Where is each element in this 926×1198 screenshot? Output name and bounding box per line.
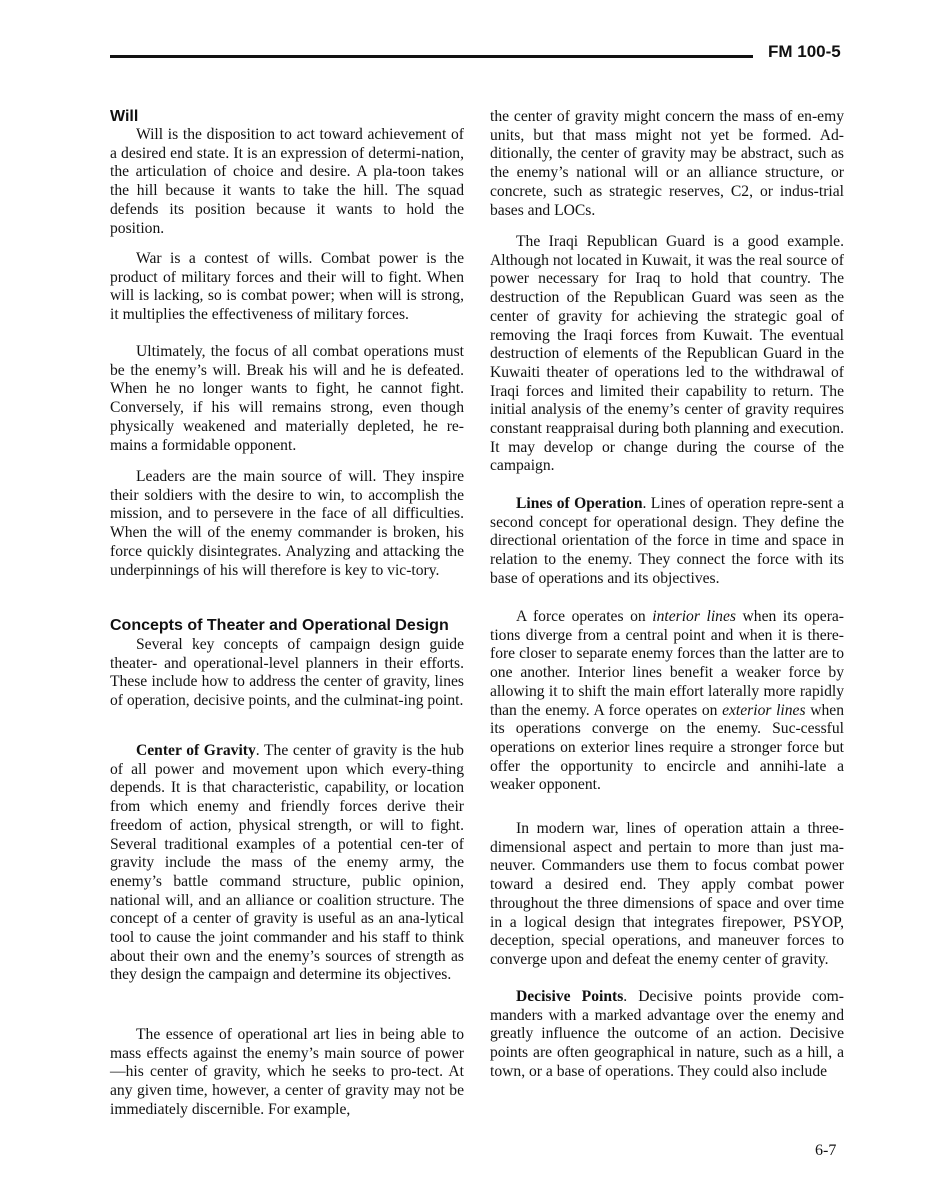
run-in-heading: Center of Gravity xyxy=(136,742,256,759)
paragraph: the center of gravity might concern the mass of en-emy units, but that mass might not yet be formed. Ad-ditionally, the center of gravity may be abstract, such as the enemy’s national will or an alliance structure, or concrete, such as strategic reserves, C2, or indus-trial bases and LOCs. xyxy=(490,108,844,219)
term-exterior-lines: exterior lines xyxy=(722,701,806,719)
paragraph-interior-lines xyxy=(490,608,844,795)
paragraph: Will is the disposition to act toward achievement of a desired end state. It is an expression of determi-nation, the articulation of choice and desire. A pla-toon takes the hill because it wants to take the hill. The squad defends its position because it wants to hold the position. xyxy=(110,126,464,237)
text: when its operations converge on the enemy. Suc-cessful operations on exterior lines require a stronger force but offer the opportunity to encircle and annihi-late a weaker opponent. xyxy=(490,701,844,794)
paragraph-decisive-points xyxy=(490,988,844,1082)
paragraph: The Iraqi Republican Guard is a good example. Although not located in Kuwait, it was the real source of power necessary for Iraq to hold that country. The destruction of the Republican Guard was seen as the center of gravity for achieving the strategic goal of removing the Iraqi forces from Kuwait. The eventual destruction of elements of the Republican Guard in the Kuwaiti theater of operations led to the withdrawal of Iraqi forces and limited their capability to return. The initial analysis of the enemy’s center of gravity requires constant reappraisal during both planning and execution. It may develop or change during the course of the campaign. xyxy=(490,233,844,475)
paragraph-center-of-gravity xyxy=(110,742,464,985)
header-rule xyxy=(110,55,753,58)
document-id: FM 100-5 xyxy=(768,42,841,61)
text: when its opera-tions diverge from a central point and when it is there-fore closer to separate enemy forces than the latter are to one another. Interior lines benefit a weaker force by allowing it to shift the main effort laterally more rapidly than the enemy. A force operates on xyxy=(490,608,845,719)
term-interior-lines: interior lines xyxy=(652,608,736,625)
paragraph: War is a contest of wills. Combat power is the product of military forces and their will to fight. When will is lacking, so is combat power; when will is strong, it multiplies the effectiveness of military forces. xyxy=(110,250,464,324)
paragraph-lines-of-operation xyxy=(490,495,844,589)
paragraph-text: . Decisive points provide com-manders with a marked advantage over the enemy and greatly influence the outcome of an action. Decisive points are often geographical in nature, such as a hill, a town, or a base of operations. They could also include xyxy=(490,988,844,1080)
paragraph: Leaders are the main source of will. They inspire their soldiers with the desire to win, to accomplish the mission, and to persevere in the face of all difficulties. When the will of the enemy commander is broken, his force quickly disintegrates. Analyzing and attacking the underpinnings of his will therefore is key to vic-tory. xyxy=(110,468,464,579)
paragraph-text: . Lines of operation repre-sent a second concept for operational design. They define the directional orientation of the force in time and space in relation to the enemy. They connect the force with its base of operations and its objectives. xyxy=(490,495,845,587)
heading-concepts: Concepts of Theater and Operational Design xyxy=(110,617,449,634)
paragraph-text: . The center of gravity is the hub of all power and movement upon which every-thing depends. It is that characteristic, capability, or location from which enemy and friendly forces derive their freedom of action, physical strength, or will to fight. Several traditional examples of a potential cen-ter of gravity include the mass of the enemy army, the enemy’s battle command structure, public opinion, national will, and an alliance or coalition structure. The concept of a center of gravity is useful as an ana-lytical tool to cause the joint commander and his staff to think about their own and the enemy’s sources of strength as they design the campaign and determine its objectives. xyxy=(110,742,464,984)
text: A force operates on xyxy=(516,608,653,625)
run-in-heading: Decisive Points xyxy=(516,988,624,1005)
paragraph: In modern war, lines of operation attain a three-dimensional aspect and pertain to more than just ma-neuver. Commanders use them to focus combat power toward a desired end. They apply combat power throughout the three dimensions of space and over time in a logical design that integrates firepower, PSYOP, deception, special operations, and maneuver forces to converge upon and defeat the enemy center of gravity. xyxy=(490,820,844,968)
paragraph: Several key concepts of campaign design guide theater- and operational-level planners in their efforts. These include how to address the center of gravity, lines of operation, decisive points, and the culminat-ing point. xyxy=(110,636,464,710)
page-number: 6-7 xyxy=(815,1142,837,1159)
paragraph: The essence of operational art lies in being able to mass effects against the enemy’s main source of power—his center of gravity, which he seeks to pro-tect. At any given time, however, a center of gravity may not be immediately discernible. For example, xyxy=(110,1026,464,1118)
paragraph: Ultimately, the focus of all combat operations must be the enemy’s will. Break his will and he is defeated. When he no longer wants to fight, he cannot fight. Conversely, if his will remains strong, even though physically weakened and materially depleted, he re-mains a formidable opponent. xyxy=(110,343,464,454)
heading-will: Will xyxy=(110,108,139,125)
run-in-heading: Lines of Operation xyxy=(516,495,643,512)
